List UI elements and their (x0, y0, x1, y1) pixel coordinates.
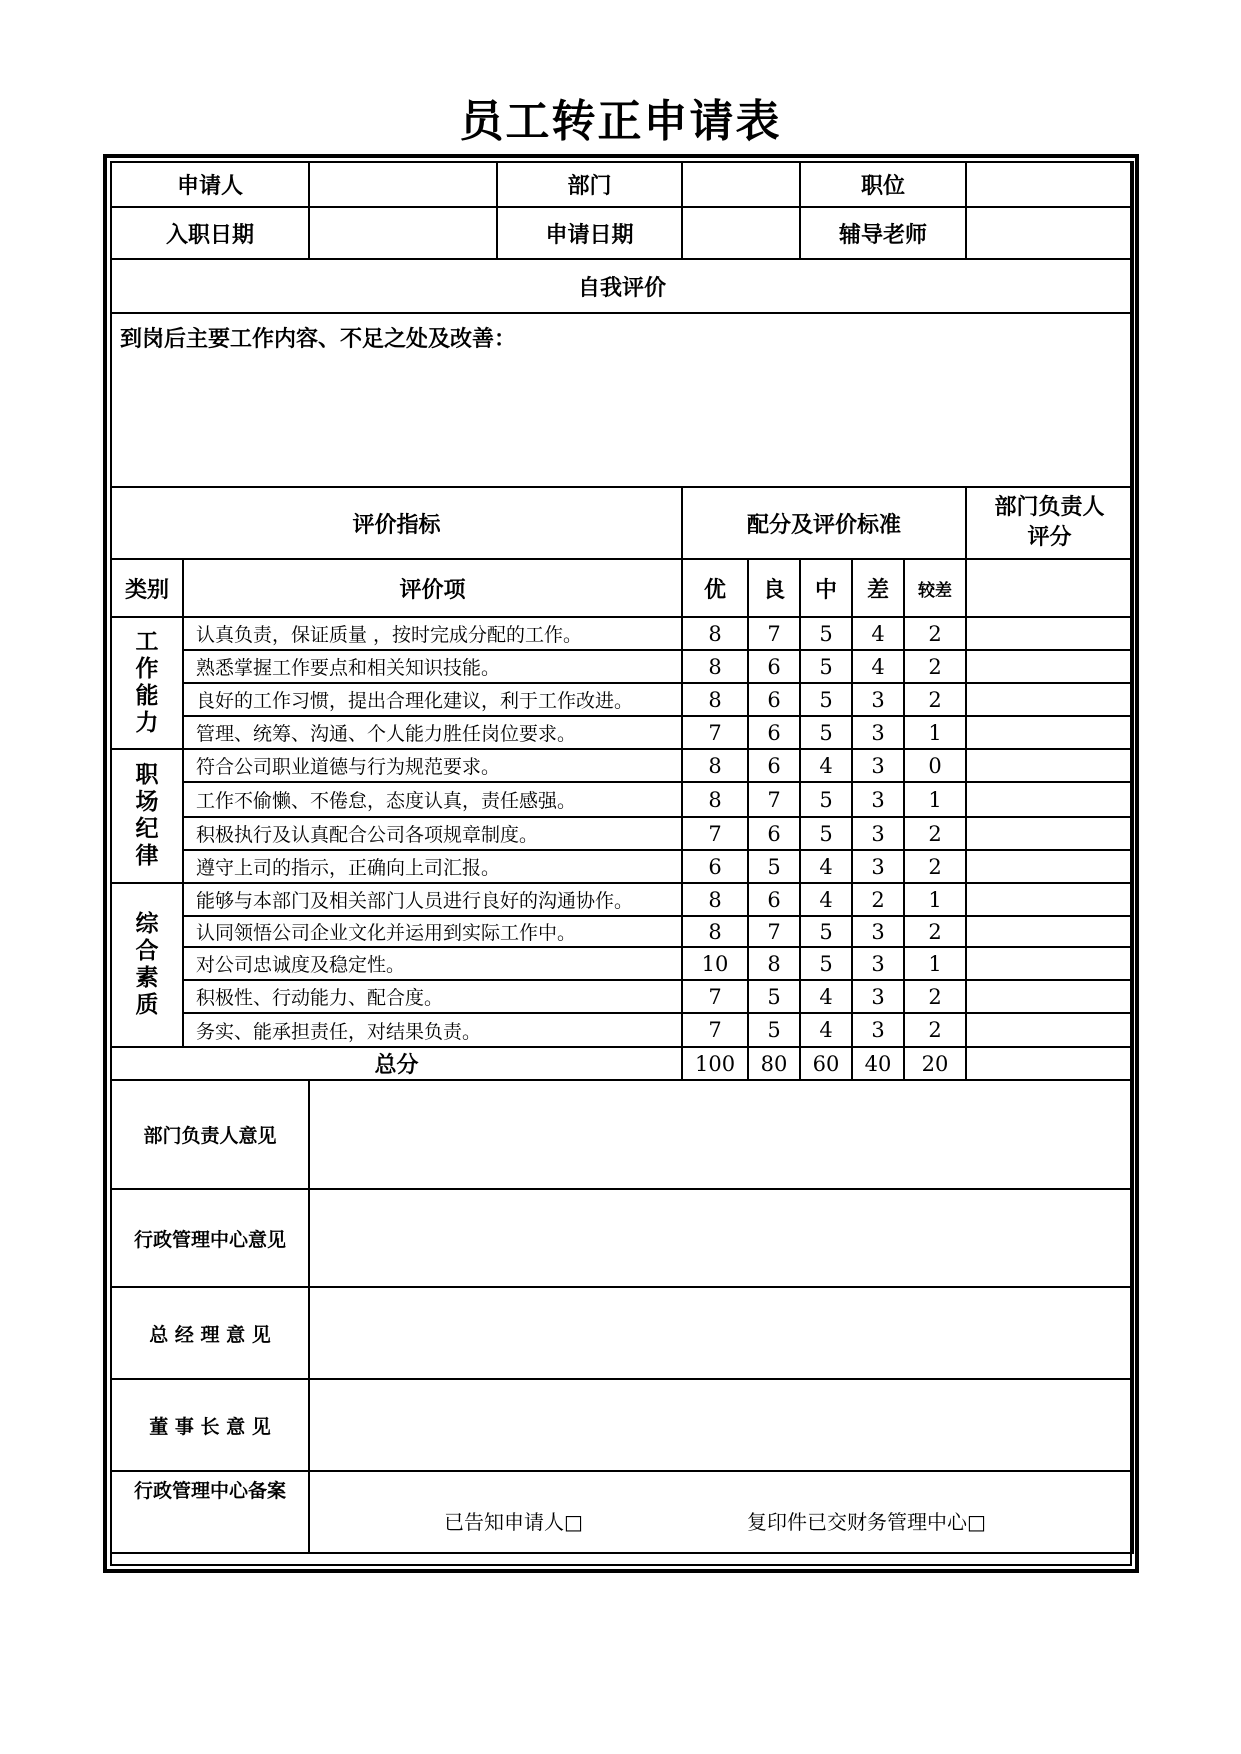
score-value: 6 (748, 883, 800, 916)
score-value: 2 (904, 817, 966, 850)
form-title: 员工转正申请表 (459, 96, 782, 147)
eval-item-text: 能够与本部门及相关部门人员进行良好的沟通协作。 (183, 883, 682, 916)
score-value: 2 (904, 850, 966, 883)
dept-score-heading-line2: 评分 (1027, 525, 1072, 550)
score-value: 2 (904, 650, 966, 683)
indicators-heading: 评价指标 (111, 487, 682, 559)
eval-item-text: 认真负责，保证质量 ，按时完成分配的工作。 (183, 617, 682, 650)
score-value: 6 (748, 817, 800, 850)
eval-item-text: 积极性、行动能力、配合度。 (183, 980, 682, 1013)
score-value: 5 (800, 650, 852, 683)
filing-options (309, 1471, 1133, 1553)
entry-date-field[interactable] (309, 207, 497, 259)
dept-head-opinion-field[interactable] (309, 1080, 1133, 1189)
score-value: 6 (748, 650, 800, 683)
grade-heading: 较差 (904, 559, 966, 617)
score-value: 5 (800, 683, 852, 716)
table-row (111, 749, 1133, 782)
score-value: 2 (904, 980, 966, 1013)
score-value: 8 (682, 782, 748, 817)
table-row (111, 617, 1133, 650)
dept-score-subheading (966, 559, 1133, 617)
grade-heading: 良 (748, 559, 800, 617)
score-value: 4 (800, 980, 852, 1013)
total-score-value: 100 (682, 1047, 748, 1080)
eval-item-text: 积极执行及认真配合公司各项规章制度。 (183, 817, 682, 850)
table-row (111, 916, 1133, 947)
dept-score-field[interactable] (966, 817, 1133, 850)
score-value: 6 (748, 749, 800, 782)
grade-heading: 中 (800, 559, 852, 617)
score-value: 1 (904, 947, 966, 980)
score-value: 8 (682, 650, 748, 683)
score-value: 1 (904, 883, 966, 916)
admin-center-opinion-field[interactable] (309, 1189, 1133, 1287)
score-value: 7 (682, 817, 748, 850)
table-row (111, 947, 1133, 980)
table-row (111, 817, 1133, 850)
category-char: 综 (135, 911, 159, 937)
entry-date-label: 入职日期 (111, 207, 309, 259)
table-row (111, 883, 1133, 916)
score-value: 8 (682, 883, 748, 916)
score-value: 5 (800, 617, 852, 650)
mentor-label: 辅导老师 (800, 207, 966, 259)
score-value: 3 (852, 716, 904, 749)
score-value: 7 (748, 916, 800, 947)
self-eval-heading: 自我评价 (111, 259, 1133, 313)
table-row (111, 850, 1133, 883)
score-value: 6 (748, 716, 800, 749)
score-value: 0 (904, 749, 966, 782)
eval-item-text: 对公司忠诚度及稳定性。 (183, 947, 682, 980)
category-char: 工 (135, 629, 159, 655)
eval-item-text: 管理、统筹、沟通、个人能力胜任岗位要求。 (183, 716, 682, 749)
table-row (111, 716, 1133, 749)
admin-center-opinion-row (111, 1189, 1133, 1287)
eval-item-text: 良好的工作习惯，提出合理化建议，利于工作改进。 (183, 683, 682, 716)
dept-head-opinion-label: 部门负责人意见 (111, 1080, 309, 1189)
score-value: 4 (852, 650, 904, 683)
score-value: 8 (682, 617, 748, 650)
score-value: 7 (682, 1013, 748, 1047)
dept-score-field[interactable] (966, 980, 1133, 1013)
score-value: 2 (852, 883, 904, 916)
dept-score-field[interactable] (966, 850, 1133, 883)
dept-score-field[interactable] (966, 617, 1133, 650)
dept-head-opinion-row (111, 1080, 1133, 1189)
score-value: 3 (852, 980, 904, 1013)
score-value: 3 (852, 782, 904, 817)
dept-score-heading-line1: 部门负责人 (994, 495, 1105, 520)
eval-header-row (111, 487, 1133, 559)
score-value: 5 (800, 716, 852, 749)
score-value: 2 (904, 1013, 966, 1047)
score-value: 7 (682, 716, 748, 749)
category-char: 作 (135, 656, 159, 682)
score-value: 3 (852, 916, 904, 947)
department-field[interactable] (682, 162, 800, 207)
dept-score-field[interactable] (966, 782, 1133, 817)
category-char: 律 (135, 843, 159, 869)
eval-item-text: 工作不偷懒、不倦怠，态度认真，责任感强。 (183, 782, 682, 817)
score-value: 5 (748, 850, 800, 883)
category-char: 职 (135, 762, 159, 788)
dept-score-field[interactable] (966, 716, 1133, 749)
score-value: 1 (904, 782, 966, 817)
table-row (111, 650, 1133, 683)
position-field[interactable] (966, 162, 1133, 207)
table-row (111, 782, 1133, 817)
score-value: 6 (748, 683, 800, 716)
position-label: 职位 (800, 162, 966, 207)
score-value: 5 (800, 817, 852, 850)
table-row (111, 980, 1133, 1013)
category-char: 场 (135, 789, 159, 815)
filing-label: 行政管理中心备案 (111, 1471, 309, 1553)
dept-score-field[interactable] (966, 749, 1133, 782)
eval-item-text: 认同领悟公司企业文化并运用到实际工作中。 (183, 916, 682, 947)
score-value: 1 (904, 716, 966, 749)
apply-date-field[interactable] (682, 207, 800, 259)
filing-row (111, 1471, 1133, 1553)
score-value: 4 (800, 1013, 852, 1047)
chairman-opinion-field[interactable] (309, 1379, 1133, 1471)
score-value: 10 (682, 947, 748, 980)
score-value: 4 (800, 850, 852, 883)
info-row-1 (111, 162, 1133, 207)
eval-item-text: 熟悉掌握工作要点和相关知识技能。 (183, 650, 682, 683)
info-row-2 (111, 207, 1133, 259)
total-score-value: 80 (748, 1047, 800, 1080)
total-dept-score-field[interactable] (966, 1047, 1133, 1080)
self-eval-body-row (111, 313, 1133, 487)
score-value: 7 (748, 617, 800, 650)
application-form-table (110, 161, 1134, 1554)
self-eval-textarea[interactable]: 到岗后主要工作内容、不足之处及改善： (111, 313, 1133, 487)
score-value: 3 (852, 947, 904, 980)
scoring-heading: 配分及评价标准 (682, 487, 966, 559)
score-value: 4 (852, 617, 904, 650)
score-value: 2 (904, 683, 966, 716)
score-value: 6 (682, 850, 748, 883)
eval-subheader-row (111, 559, 1133, 617)
score-value: 8 (682, 749, 748, 782)
score-value: 5 (748, 980, 800, 1013)
general-manager-opinion-label: 总 经 理 意 见 (111, 1287, 309, 1379)
department-label: 部门 (497, 162, 682, 207)
notified-checkbox[interactable]: 已告知申请人□ (444, 1510, 583, 1534)
admin-center-opinion-label: 行政管理中心意见 (111, 1189, 309, 1287)
eval-item-text: 务实、能承担责任，对结果负责。 (183, 1013, 682, 1047)
dept-score-field[interactable] (966, 1013, 1133, 1047)
score-value: 4 (800, 749, 852, 782)
category-cell (111, 749, 183, 883)
applicant-field[interactable] (309, 162, 497, 207)
category-char: 能 (135, 683, 159, 709)
total-row (111, 1047, 1133, 1080)
general-manager-opinion-row (111, 1287, 1133, 1379)
mentor-field[interactable] (966, 207, 1133, 259)
total-score-value: 20 (904, 1047, 966, 1080)
category-cell (111, 883, 183, 1047)
table-row (111, 1013, 1133, 1047)
general-manager-opinion-field[interactable] (309, 1287, 1133, 1379)
dept-score-field[interactable] (966, 916, 1133, 947)
category-char: 合 (135, 938, 159, 964)
score-value: 3 (852, 749, 904, 782)
score-value: 5 (800, 947, 852, 980)
score-value: 5 (800, 782, 852, 817)
score-value: 3 (852, 817, 904, 850)
score-value: 8 (748, 947, 800, 980)
dept-score-field[interactable] (966, 883, 1133, 916)
category-heading: 类别 (111, 559, 183, 617)
total-label: 总分 (111, 1047, 682, 1080)
score-value: 3 (852, 683, 904, 716)
item-heading: 评价项 (183, 559, 682, 617)
chairman-opinion-row (111, 1379, 1133, 1471)
category-char: 力 (135, 710, 159, 736)
score-value: 3 (852, 850, 904, 883)
grade-heading: 优 (682, 559, 748, 617)
dept-score-field[interactable] (966, 683, 1133, 716)
category-cell (111, 617, 183, 749)
score-value: 2 (904, 617, 966, 650)
category-char: 纪 (135, 816, 159, 842)
eval-item-text: 符合公司职业道德与行为规范要求。 (183, 749, 682, 782)
chairman-opinion-label: 董 事 长 意 见 (111, 1379, 309, 1471)
score-value: 7 (748, 782, 800, 817)
copy-submitted-checkbox[interactable]: 复印件已交财务管理中心□ (747, 1510, 986, 1534)
dept-score-field[interactable] (966, 947, 1133, 980)
total-score-value: 40 (852, 1047, 904, 1080)
apply-date-label: 申请日期 (497, 207, 682, 259)
total-score-value: 60 (800, 1047, 852, 1080)
category-char: 素 (135, 965, 159, 991)
category-char: 质 (135, 992, 159, 1018)
dept-score-field[interactable] (966, 650, 1133, 683)
eval-item-text: 遵守上司的指示，正确向上司汇报。 (183, 850, 682, 883)
score-value: 3 (852, 1013, 904, 1047)
score-value: 4 (800, 883, 852, 916)
score-value: 8 (682, 683, 748, 716)
self-eval-heading-row (111, 259, 1133, 313)
dept-score-heading (966, 487, 1133, 559)
table-row (111, 683, 1133, 716)
score-value: 8 (682, 916, 748, 947)
score-value: 2 (904, 916, 966, 947)
score-value: 5 (800, 916, 852, 947)
grade-heading: 差 (852, 559, 904, 617)
score-value: 7 (682, 980, 748, 1013)
score-value: 5 (748, 1013, 800, 1047)
applicant-label: 申请人 (111, 162, 309, 207)
